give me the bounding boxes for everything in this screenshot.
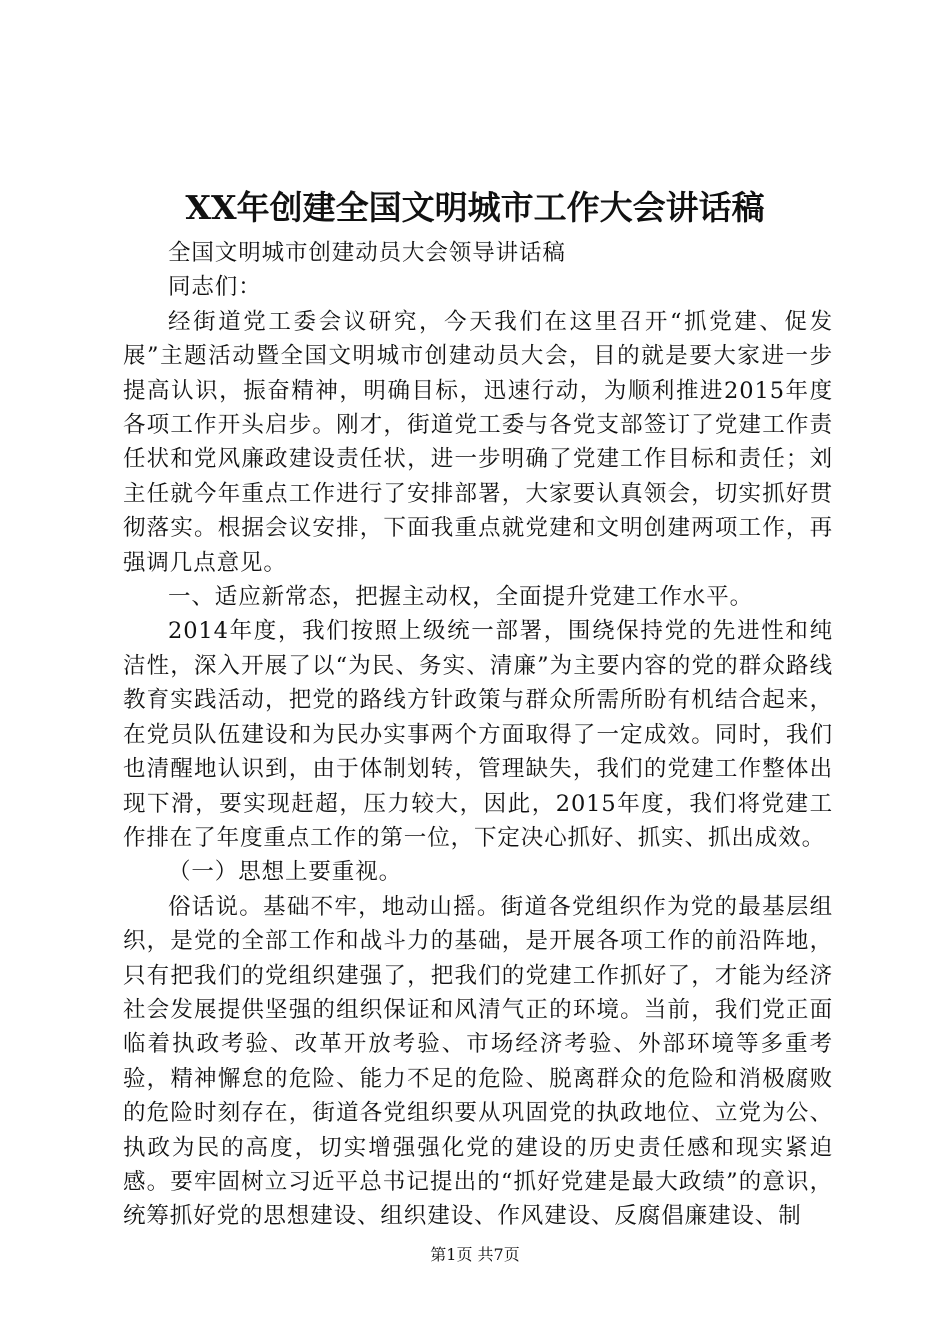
- page-number-footer: 第1页 共7页: [430, 1245, 520, 1264]
- section-heading: 一、适应新常态，把握主动权，全面提升党建工作水平。: [168, 584, 754, 611]
- subtitle-paragraph: 全国文明城市创建动员大会领导讲话稿: [168, 240, 566, 266]
- body-paragraph: 经街道党工委会议研究，今天我们在这里召开“抓党建、促发展”主题活动暨全国文明城市创建动员大会，目的就是要大家进一步提高认识，振奋精神，明确目标，迅速行动，为顺利推进2015年度各项工作开头启步。刚才，街道党工委与各党支部签订了党建工作责任状和党风廉政建设责任状，进一步明确了党建工作目标和责任；刘主任就今年重点工作进行了安排部署，大家要认真领会，切实抓好贯彻落实。根据会议安排，下面我重点就党建和文明创建两项工作，再强调几点意见。: [123, 308, 833, 576]
- subsection-heading: （一）思想上要重视。: [168, 859, 403, 886]
- body-paragraph: 俗话说。基础不牢，地动山摇。街道各党组织作为党的最基层组织，是党的全部工作和战斗力的基础，是开展各项工作的前沿阵地，只有把我们的党组织建强了，把我们的党建工作抓好了，才能为经济社会发展提供坚强的组织保证和风清气正的环境。当前，我们党正面临着执政考验、改革开放考验、市场经济考验、外部环境等多重考验，精神懈怠的危险、能力不足的危险、脱离群众的危险和消极腐败的危险时刻存在，街道各党组织要从巩固党的执政地位、立党为公、执政为民的高度，切实增强强化党的建设的历史责任感和现实紧迫感。要牢固树立习近平总书记提出的“抓好党建是最大政绩”的意识，统筹抓好党的思想建设、组织建设、作风建设、反腐倡廉建设、制: [123, 893, 833, 1230]
- document-title: XX年创建全国文明城市工作大会讲话稿: [185, 188, 765, 227]
- document-body: [123, 236, 833, 1234]
- salutation-paragraph: 同志们：: [168, 274, 262, 301]
- body-paragraph: 2014年度，我们按照上级统一部署，围绕保持党的先进性和纯洁性，深入开展了以“为民、务实、清廉”为主要内容的党的群众路线教育实践活动，把党的路线方针政策与群众所需所盼有机结合起来，在党员队伍建设和为民办实事两个方面取得了一定成效。同时，我们也清醒地认识到，由于体制划转，管理缺失，我们的党建工作整体出现下滑，要实现赶超，压力较大，因此，2015年度，我们将党建工作排在了年度重点工作的第一位，下定决心抓好、抓实、抓出成效。: [123, 618, 833, 851]
